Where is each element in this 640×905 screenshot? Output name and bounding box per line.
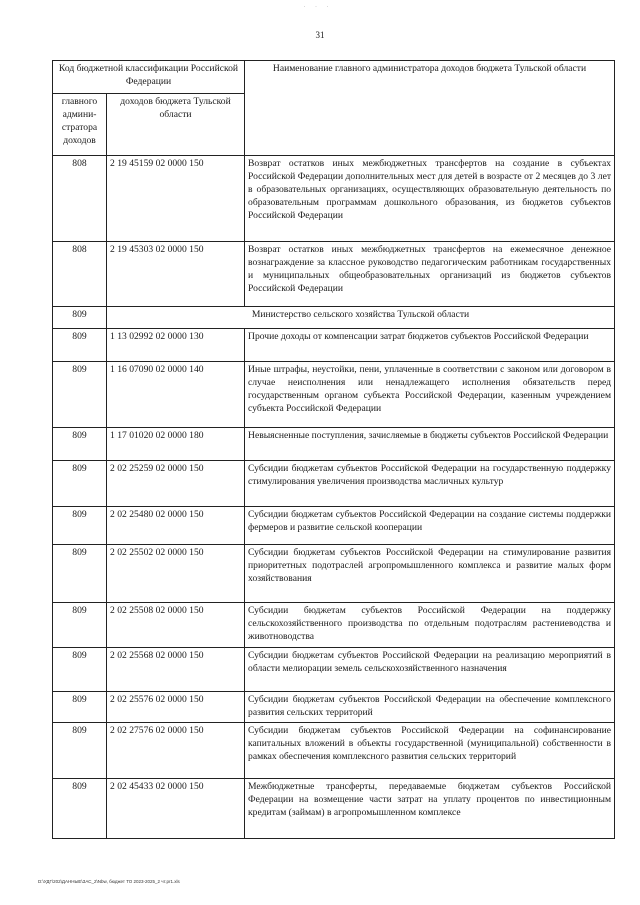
income-code-cell: 2 02 25259 02 0000 150 (107, 461, 245, 507)
budget-classification-table (52, 60, 615, 839)
header-classification-code: Код бюджетной классификации Российской Федерации (53, 61, 245, 94)
admin-code-cell: 809 (53, 329, 107, 362)
income-code-cell: 2 02 25568 02 0000 150 (107, 648, 245, 692)
income-code-cell: 2 02 45433 02 0000 150 (107, 779, 245, 839)
header-administrator-name: Наименование главного администратора доходов бюджета Тульской области (245, 61, 615, 156)
table-row (53, 603, 615, 648)
table-row (53, 507, 615, 545)
table-row (53, 461, 615, 507)
income-code-cell: 2 02 25508 02 0000 150 (107, 603, 245, 648)
admin-code-cell: 809 (53, 428, 107, 461)
income-name-cell: Субсидии бюджетам субъектов Российской Федерации на обеспечение комплексного развития сельских территорий (245, 692, 615, 723)
page-number: 31 (315, 30, 325, 40)
income-name-cell: Субсидии бюджетам субъектов Российской Федерации на поддержку сельскохозяйственного производства по отдельным подотраслям растениеводства и животноводства (245, 603, 615, 648)
table-row (53, 329, 615, 362)
admin-code-cell: 809 (53, 307, 107, 329)
admin-code-cell: 809 (53, 692, 107, 723)
income-code-cell: 2 02 25502 02 0000 150 (107, 545, 245, 603)
income-name-cell: Субсидии бюджетам субъектов Российской Федерации на софинансирование капитальных вложений в объекты государственной (муниципальной) собственности в рамках обеспечения комплексного развития сельских территорий (245, 723, 615, 779)
scan-mark: · · · (303, 4, 333, 10)
income-code-cell: 2 02 27576 02 0000 150 (107, 723, 245, 779)
income-name-cell: Прочие доходы от компенсации затрат бюджетов субъектов Российской Федерации (245, 329, 615, 362)
income-name-cell: Межбюджетные трансферты, передаваемые бюджетам субъектов Российской Федерации на возмещение части затрат на уплату процентов по инвестиционным кредитам (займам) в агропромышленном комплексе (245, 779, 615, 839)
admin-code-cell: 808 (53, 242, 107, 307)
admin-code-cell: 809 (53, 603, 107, 648)
admin-code-cell: 809 (53, 723, 107, 779)
table-row (53, 156, 615, 242)
table-row (53, 242, 615, 307)
header-admin-code: главного админи-стратора доходов (53, 94, 107, 156)
admin-code-cell: 809 (53, 507, 107, 545)
admin-code-cell: 809 (53, 545, 107, 603)
income-name-cell: Невыясненные поступления, зачисляемые в бюджеты субъектов Российской Федерации (245, 428, 615, 461)
file-path-footer: D:\УДГ\202\ДАННЫЕ\ЗАС_2\Nbw, бюджет ТО 2023-2025_2 чт.pr1.xls (38, 879, 180, 884)
table-row (53, 428, 615, 461)
admin-code-cell: 809 (53, 648, 107, 692)
income-name-cell: Субсидии бюджетам субъектов Российской Федерации на реализацию мероприятий в области мелиорации земель сельскохозяйственного назначения (245, 648, 615, 692)
table-row (53, 545, 615, 603)
admin-code-cell: 809 (53, 461, 107, 507)
income-code-cell: 2 02 25576 02 0000 150 (107, 692, 245, 723)
income-code-cell: 1 17 01020 02 0000 180 (107, 428, 245, 461)
admin-code-cell: 809 (53, 362, 107, 428)
table-row (53, 779, 615, 839)
income-code-cell: 1 16 07090 02 0000 140 (107, 362, 245, 428)
income-code-cell: 2 02 25480 02 0000 150 (107, 507, 245, 545)
income-code-cell: 2 19 45303 02 0000 150 (107, 242, 245, 307)
income-code-cell: 1 13 02992 02 0000 130 (107, 329, 245, 362)
section-title-cell: Министерство сельского хозяйства Тульской области (107, 307, 615, 329)
table-row (53, 362, 615, 428)
income-code-cell: 2 19 45159 02 0000 150 (107, 156, 245, 242)
admin-code-cell: 808 (53, 156, 107, 242)
table-row (53, 692, 615, 723)
income-name-cell: Субсидии бюджетам субъектов Российской Федерации на государственную поддержку стимулирования увеличения производства масличных культур (245, 461, 615, 507)
income-name-cell: Иные штрафы, неустойки, пени, уплаченные в соответствии с законом или договором в случае неисполнения или ненадлежащего исполнения обязательств перед государственным органом субъекта Российской Федерации, казенным учреждением субъекта Российской Федерации (245, 362, 615, 428)
table-row (53, 648, 615, 692)
income-name-cell: Возврат остатков иных межбюджетных трансфертов на создание в субъектах Российской Федерации дополнительных мест для детей в возрасте от 2 месяцев до 3 лет в образовательных организациях, осуществляющих образовательную деятельность по образовательным программам дошкольного образования, из бюджетов субъектов Российской Федерации (245, 156, 615, 242)
table-row (53, 723, 615, 779)
income-name-cell: Субсидии бюджетам субъектов Российской Федерации на создание системы поддержки фермеров и развитие сельской кооперации (245, 507, 615, 545)
income-name-cell: Субсидии бюджетам субъектов Российской Федерации на стимулирование развития приоритетных подотраслей агропромышленного комплекса и развитие малых форм хозяйствования (245, 545, 615, 603)
section-row (53, 307, 615, 329)
admin-code-cell: 809 (53, 779, 107, 839)
income-name-cell: Возврат остатков иных межбюджетных трансфертов на ежемесячное денежное вознаграждение за классное руководство педагогическим работникам государственных и муниципальных общеобразовательных организаций из бюджетов субъектов Российской Федерации (245, 242, 615, 307)
header-income-code: доходов бюджета Тульской области (107, 94, 245, 156)
